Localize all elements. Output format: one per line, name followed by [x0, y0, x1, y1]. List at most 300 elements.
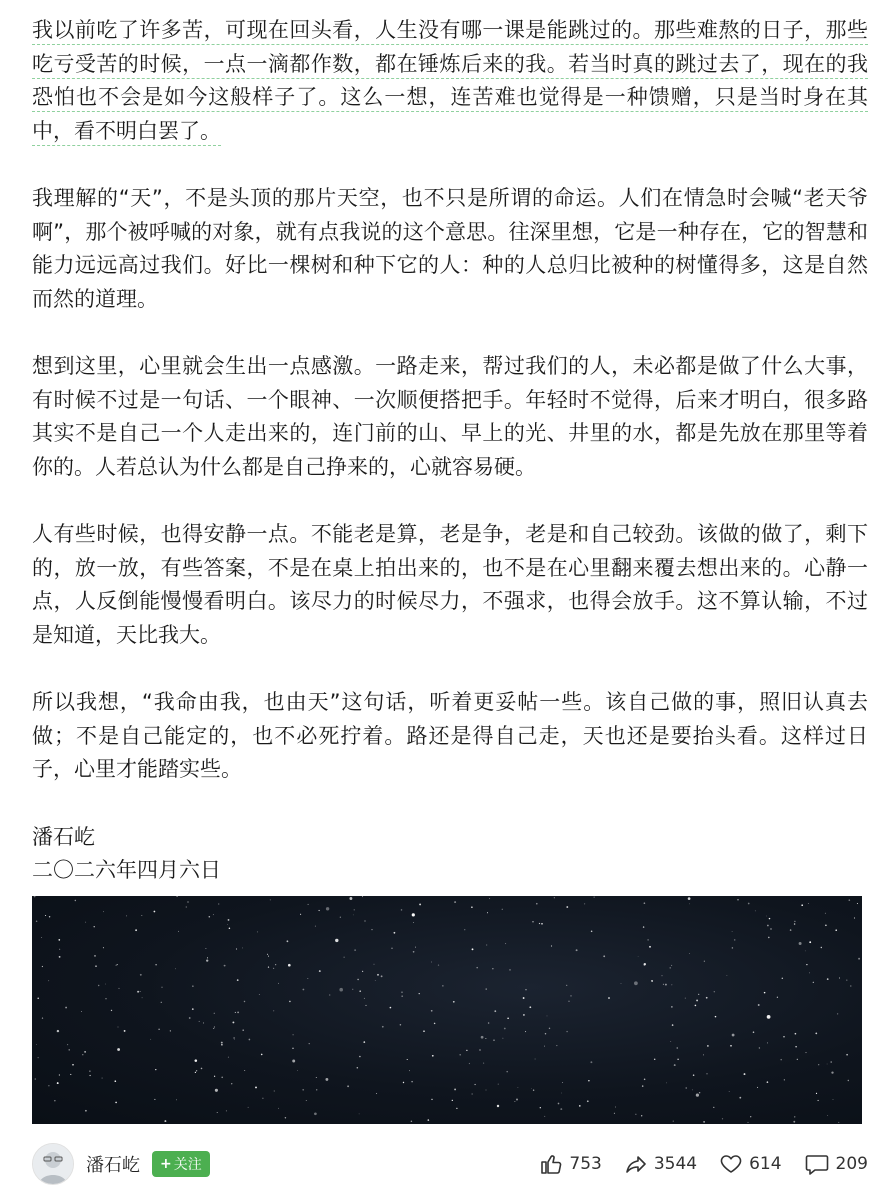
star	[89, 1070, 90, 1071]
star	[502, 1038, 503, 1039]
star	[267, 954, 268, 955]
star	[685, 998, 686, 999]
star	[82, 1054, 83, 1055]
star	[374, 964, 375, 965]
favorite-button[interactable]	[719, 1152, 781, 1176]
star	[65, 1007, 67, 1009]
star	[506, 1071, 508, 1073]
star	[795, 1046, 796, 1047]
star	[161, 987, 162, 988]
star	[215, 1089, 218, 1092]
star	[483, 1063, 484, 1064]
star	[170, 1030, 171, 1031]
star	[255, 1086, 257, 1088]
star	[638, 956, 639, 957]
like-button[interactable]	[539, 1152, 601, 1176]
star	[335, 939, 338, 942]
star	[816, 1093, 817, 1094]
star	[671, 1006, 672, 1007]
star	[732, 931, 733, 932]
star	[764, 992, 766, 994]
star	[354, 909, 355, 910]
star	[808, 903, 809, 904]
star	[837, 1013, 838, 1014]
star	[671, 965, 672, 966]
post-footer	[32, 1138, 868, 1190]
star	[199, 1021, 200, 1022]
star	[176, 896, 177, 897]
star	[481, 1036, 484, 1039]
star	[419, 903, 421, 905]
star	[827, 978, 829, 980]
star	[505, 943, 506, 944]
star	[621, 983, 622, 984]
star	[117, 1048, 120, 1051]
star	[835, 929, 837, 931]
star	[48, 980, 49, 981]
star	[533, 1090, 534, 1091]
star	[715, 1016, 717, 1018]
star	[67, 1044, 68, 1045]
star	[830, 1061, 832, 1063]
star	[371, 929, 372, 930]
star	[314, 1112, 317, 1115]
star	[815, 1033, 817, 1035]
star	[401, 991, 403, 993]
starry-sky-image	[32, 896, 862, 1124]
star	[486, 988, 487, 989]
star	[376, 1093, 377, 1094]
star	[326, 907, 329, 910]
star	[401, 909, 403, 911]
star	[454, 901, 456, 903]
star	[547, 1015, 548, 1016]
star	[35, 1078, 37, 1080]
follow-button[interactable]	[152, 1151, 210, 1177]
star	[525, 1031, 526, 1032]
star	[270, 899, 271, 900]
star	[94, 955, 96, 957]
star	[784, 1079, 785, 1080]
star	[316, 1089, 317, 1090]
star	[699, 1092, 700, 1093]
star	[442, 985, 443, 986]
star	[262, 1098, 263, 1099]
star	[278, 983, 279, 984]
star	[42, 1017, 43, 1018]
star	[453, 1001, 455, 1003]
star	[89, 1075, 90, 1076]
star	[649, 946, 651, 948]
star	[472, 1094, 473, 1095]
star	[231, 1083, 232, 1084]
star	[158, 1029, 159, 1030]
star	[518, 1087, 519, 1088]
star	[818, 1100, 819, 1101]
star	[769, 918, 770, 919]
star	[806, 964, 807, 965]
star	[205, 948, 206, 949]
star	[274, 1091, 275, 1092]
star	[431, 961, 432, 962]
paragraph-1: 我以前吃了许多苦，可现在回头看，人生没有哪一课是能跳过的。那些难熬的日子，那些吃亏受苦的时候，一点一滴都作数，都在锤炼后来的我。若当时真的跳过去了，现在的我恐怕也不会是如今这般样子了。这么一想，连苦难也觉得是一种馈赠，只是当时身在其中，看不明白罢了。	[32, 18, 868, 143]
star	[221, 1042, 223, 1044]
star	[466, 1050, 467, 1051]
star	[391, 948, 392, 949]
star	[485, 1038, 486, 1039]
star	[759, 1047, 760, 1048]
star	[594, 897, 595, 898]
star	[795, 1033, 797, 1035]
star	[411, 1121, 412, 1122]
star	[591, 931, 593, 933]
star	[703, 1054, 704, 1055]
star	[206, 959, 208, 961]
star	[268, 956, 269, 957]
star	[706, 997, 708, 999]
star	[535, 1059, 536, 1060]
favorite-count: 614	[749, 1154, 782, 1174]
star	[833, 1099, 834, 1100]
star	[432, 1055, 434, 1057]
star	[98, 985, 99, 986]
star	[486, 1090, 487, 1091]
star	[857, 903, 858, 904]
star	[689, 903, 690, 904]
star	[275, 964, 276, 965]
star	[229, 927, 231, 929]
star	[413, 922, 414, 923]
share-arrow-icon	[624, 1152, 648, 1176]
star	[319, 910, 320, 911]
share-count: 3544	[653, 1154, 698, 1174]
star	[292, 1048, 293, 1049]
star	[192, 1008, 194, 1010]
star	[213, 914, 214, 915]
star	[217, 1112, 218, 1113]
star	[541, 923, 543, 925]
star	[767, 1042, 768, 1043]
star	[516, 1099, 518, 1101]
star	[59, 956, 61, 958]
star	[644, 902, 646, 904]
star	[459, 1054, 461, 1056]
star	[195, 1059, 198, 1062]
star	[704, 961, 705, 962]
star	[85, 1110, 87, 1112]
comment-icon	[804, 1152, 830, 1176]
star	[557, 1045, 558, 1046]
star	[308, 904, 309, 905]
star	[755, 911, 756, 912]
avatar-portrait-icon	[33, 1144, 73, 1184]
star	[235, 1012, 236, 1013]
star	[544, 1046, 545, 1047]
star	[261, 1054, 263, 1056]
star	[576, 949, 578, 951]
star	[471, 906, 473, 908]
star	[693, 1074, 695, 1076]
star	[666, 1083, 667, 1084]
star	[116, 965, 117, 966]
star	[75, 900, 76, 901]
star	[698, 994, 699, 995]
like-count: 753	[569, 1154, 602, 1174]
star	[454, 1088, 456, 1090]
star	[670, 967, 671, 968]
star	[257, 931, 258, 932]
star	[362, 971, 363, 972]
star	[734, 939, 736, 941]
star	[58, 939, 60, 941]
star	[124, 1030, 126, 1032]
star	[525, 989, 526, 990]
paragraph-3: 想到这里，心里就会生出一点感激。一路走来，帮过我们的人，未必都是做了什么大事，有时候不过是一句话、一个眼神、一次顺便搭把手。年轻时不觉得，后来才明白，很多路其实不是自己一个人走出来的，连门前的山、早上的光、井里的水，都是先放在那里等着你的。人若总认为什么都是自己挣来的，心就容易硬。	[32, 354, 868, 479]
star	[196, 1070, 197, 1071]
star	[677, 1059, 678, 1060]
star	[309, 1043, 310, 1044]
share-button[interactable]	[624, 1152, 697, 1176]
star	[790, 929, 792, 931]
star	[214, 1013, 215, 1014]
star	[654, 1059, 655, 1060]
star	[329, 995, 330, 996]
star	[228, 1057, 229, 1058]
star	[155, 1069, 156, 1070]
star	[59, 949, 60, 950]
star	[226, 1110, 227, 1111]
star	[434, 1023, 436, 1025]
star	[476, 967, 478, 969]
star	[846, 1054, 848, 1056]
star	[140, 991, 141, 992]
star	[400, 1024, 402, 1026]
star	[349, 897, 352, 900]
star	[72, 1064, 74, 1066]
signature-name: 潘石屹	[32, 824, 95, 849]
star	[36, 1044, 37, 1045]
star	[353, 915, 354, 916]
star	[49, 916, 50, 917]
star	[849, 899, 851, 901]
star	[213, 1028, 214, 1029]
star	[115, 1102, 117, 1104]
star	[142, 997, 143, 998]
star	[111, 1010, 112, 1011]
star	[452, 1100, 453, 1101]
star	[838, 1122, 839, 1123]
star	[584, 903, 585, 904]
star	[363, 1041, 365, 1043]
star	[403, 1082, 404, 1083]
star	[809, 941, 811, 943]
star	[641, 1115, 642, 1116]
star	[794, 921, 795, 922]
star	[502, 909, 503, 910]
star	[643, 926, 644, 927]
star	[794, 923, 796, 925]
star	[558, 1103, 560, 1105]
star	[647, 939, 648, 940]
star	[103, 947, 104, 948]
star	[118, 1027, 119, 1028]
star	[732, 1034, 735, 1037]
star	[249, 1039, 251, 1041]
star	[523, 1014, 525, 1016]
star	[497, 1105, 499, 1107]
star	[214, 1076, 215, 1077]
star	[737, 899, 738, 900]
author-name[interactable]: 潘石屹	[86, 1155, 140, 1176]
star	[409, 1070, 410, 1071]
star	[469, 1063, 470, 1064]
star	[221, 1076, 223, 1078]
star	[419, 993, 420, 994]
star	[357, 1067, 359, 1069]
star	[561, 1093, 562, 1094]
star	[302, 989, 304, 991]
star	[782, 978, 783, 979]
star	[608, 997, 610, 999]
star	[54, 1100, 55, 1101]
star	[570, 995, 571, 996]
star	[566, 1031, 567, 1032]
star	[362, 896, 363, 897]
star	[858, 958, 860, 960]
star	[315, 926, 316, 927]
star	[689, 953, 690, 954]
star	[539, 923, 540, 924]
star	[661, 975, 662, 976]
star	[438, 965, 439, 966]
star	[69, 1049, 70, 1050]
star	[381, 975, 383, 977]
star	[302, 1089, 304, 1091]
star	[549, 1028, 550, 1029]
star	[818, 1064, 819, 1065]
star	[492, 968, 493, 969]
star	[233, 1037, 234, 1038]
star	[232, 1021, 234, 1023]
star	[411, 1081, 413, 1083]
star	[729, 1091, 730, 1092]
star	[486, 944, 487, 945]
star	[431, 1099, 432, 1100]
star	[805, 951, 806, 952]
star	[288, 964, 291, 967]
star	[456, 1108, 457, 1109]
star	[126, 915, 127, 916]
star	[703, 1121, 705, 1123]
star	[268, 966, 269, 967]
star	[848, 1080, 849, 1081]
star	[192, 985, 193, 986]
star	[273, 1011, 274, 1012]
star	[671, 984, 672, 985]
star	[688, 897, 691, 900]
star	[757, 1087, 758, 1088]
star	[352, 989, 353, 990]
star	[375, 980, 376, 981]
star	[413, 951, 415, 953]
star	[494, 1010, 496, 1012]
star	[777, 997, 778, 998]
star	[744, 1073, 746, 1075]
star	[767, 925, 769, 927]
star	[95, 965, 97, 967]
star	[221, 1044, 223, 1046]
star	[579, 1105, 581, 1107]
star	[117, 964, 118, 965]
star	[394, 932, 396, 934]
star	[242, 947, 243, 948]
star	[94, 926, 95, 927]
star	[201, 1068, 203, 1070]
star	[115, 1080, 117, 1082]
star	[347, 1085, 349, 1087]
star	[207, 957, 208, 958]
star	[554, 897, 555, 898]
star	[479, 1049, 480, 1050]
star	[809, 973, 810, 974]
comment-button[interactable]	[804, 1152, 868, 1176]
article-body	[32, 14, 868, 888]
star	[119, 988, 120, 989]
paragraph-5: 所以我想，“我命由我，也由天”这句话，听着更妥帖一些。该自己做的事，照旧认真去做；不是自己能定的，也不必死拧着。路还是得自己走，天也还是要抬头看。这样过日子，心里才能踏实些。	[32, 690, 868, 781]
star	[224, 965, 226, 967]
star	[273, 968, 274, 969]
star	[732, 947, 734, 949]
star	[292, 1034, 293, 1035]
star	[401, 995, 403, 997]
star	[57, 1030, 59, 1032]
star	[377, 974, 379, 976]
star	[339, 988, 343, 992]
star	[187, 901, 189, 903]
star	[839, 977, 840, 978]
star	[84, 1051, 86, 1053]
star	[805, 1052, 806, 1053]
star	[285, 1117, 286, 1118]
star	[423, 1030, 425, 1032]
star	[750, 1116, 751, 1117]
star	[644, 964, 645, 965]
star	[218, 903, 219, 904]
star	[753, 1031, 755, 1033]
star	[531, 1088, 532, 1089]
star	[161, 1002, 162, 1003]
star	[359, 990, 361, 992]
star	[214, 1026, 215, 1027]
star	[673, 1121, 674, 1122]
star	[227, 924, 228, 925]
paragraph-4: 人有些时候，也得安静一点。不能老是算，老是争，老是和自己较劲。该做的做了，剩下的，放一放，有些答案，不是在桌上拍出来的，也不是在心里翻来覆去想出来的。心静一点，人反倒能慢慢看明白。该尽力的时候尽力，不强求，也得会放手。这不算认输，不过是知道，天比我大。	[32, 522, 868, 647]
star	[696, 1094, 699, 1097]
star	[568, 1001, 569, 1002]
avatar[interactable]	[32, 1143, 74, 1185]
star	[825, 913, 826, 914]
star	[81, 1011, 82, 1012]
star	[488, 1022, 490, 1024]
star	[514, 1101, 515, 1102]
star	[780, 1059, 782, 1061]
follow-plus-icon: +	[160, 1156, 172, 1172]
star	[34, 896, 36, 897]
star	[706, 1073, 707, 1074]
star	[237, 979, 239, 981]
star	[306, 1100, 307, 1101]
star	[38, 1057, 39, 1058]
